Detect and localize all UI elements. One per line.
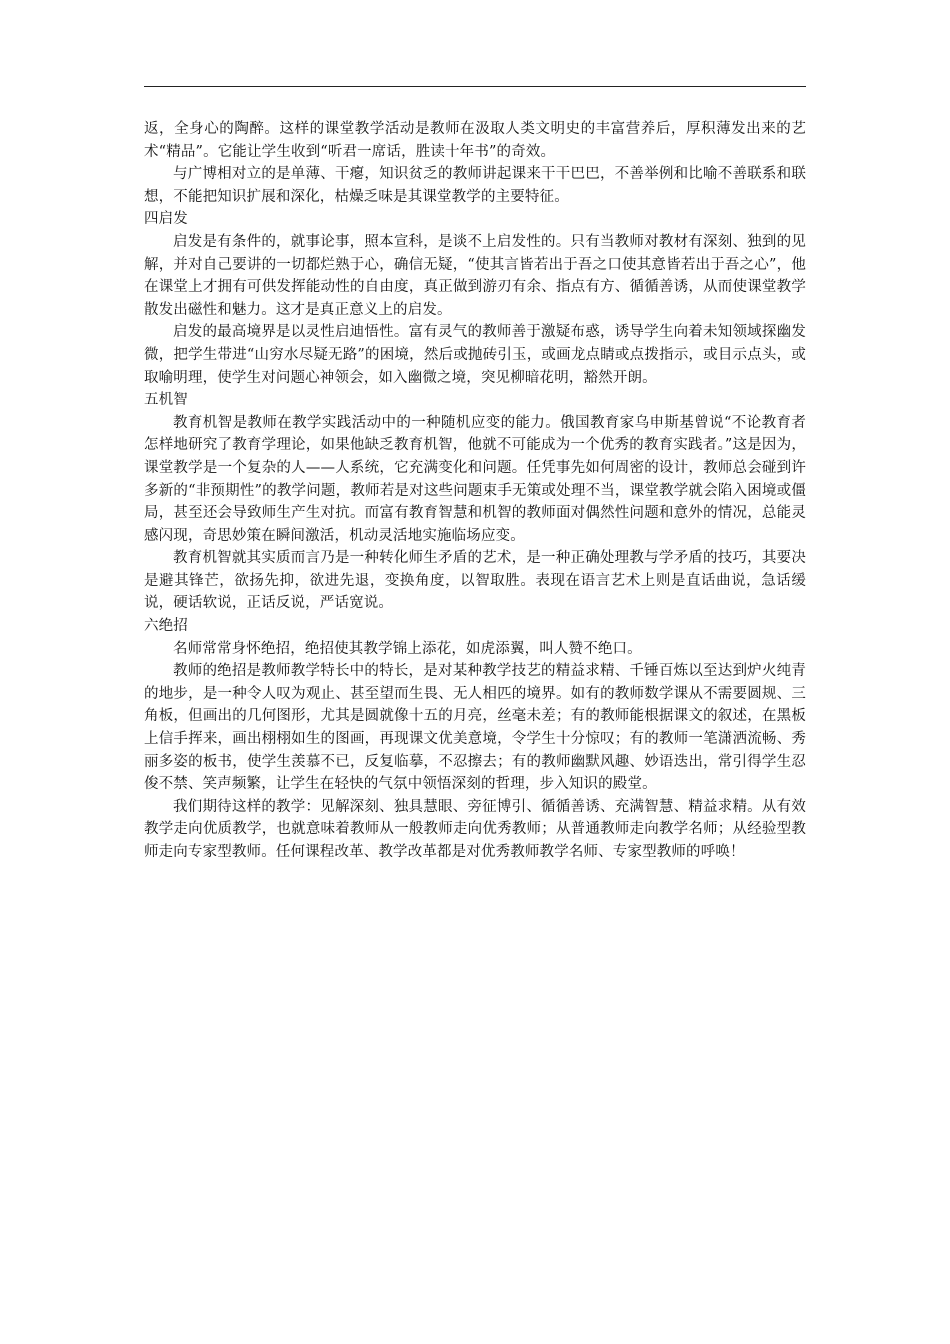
- paragraph-8: 教师的绝招是教师教学特长中的特长，是对某种教学技艺的精益求精、千锤百炼以至达到炉火纯青的地步，是一种令人叹为观止、甚至望而生畏、无人相匹的境界。如有的教师数学课从不需要圆规、三角板，但画出的几何图形，尤其是圆就像十五的月亮，丝毫未差；有的教师能根据课文的叙述，在黑板上信手挥来，画出栩栩如生的图画，再现课文优美意境，令学生十分惊叹；有的教师一笔潇洒流畅、秀丽多姿的板书，使学生羡慕不已，反复临摹，不忍擦去；有的教师幽默风趣、妙语迭出，常引得学生忍俊不禁、笑声频繁，让学生在轻快的气氛中领悟深刻的哲理，步入知识的殿堂。: [144, 663, 806, 793]
- paragraph-1: 返，全身心的陶醉。这样的课堂教学活动是教师在汲取人类文明史的丰富营养后，厚积薄发出来的艺术“精品”。它能让学生收到“听君一席话，胜读十年书”的奇效。: [144, 121, 806, 160]
- section-heading-juezhao: 六绝招: [144, 618, 188, 635]
- paragraph-7: 名师常常身怀绝招，绝招使其教学锦上添花，如虎添翼，叫人赞不绝口。: [173, 640, 642, 657]
- section-heading-qifa: 四启发: [144, 211, 188, 228]
- paragraph-3: 启发是有条件的，就事论事，照本宣科，是谈不上启发性的。只有当教师对教材有深刻、独到的见解，并对自己要讲的一切都烂熟于心，确信无疑，“使其言皆若出于吾之口使其意皆若出于吾之心”，他在课堂上才拥有可供发挥能动性的自由度，真正做到游刃有余、指点有方、循循善诱，从而使课堂教学散发出磁性和魅力。这才是真正意义上的启发。: [144, 233, 806, 318]
- section-heading-jizhi: 五机智: [144, 392, 188, 409]
- paragraph-9: 我们期待这样的教学：见解深刻、独具慧眼、旁征博引、循循善诱、充满智慧、精益求精。从有效教学走向优质教学，也就意味着教师从一般教师走向优秀教师；从普通教师走向教学名师；从经验型教师走向专家型教师。任何课程改革、教学改革都是对优秀教师教学名师、专家型教师的呼唤！: [144, 798, 806, 860]
- header-rule: [144, 86, 806, 87]
- paragraph-2: 与广博相对立的是单薄、干瘪，知识贫乏的教师讲起课来干干巴巴，不善举例和比喻不善联系和联想，不能把知识扩展和深化，枯燥乏味是其课堂教学的主要特征。: [144, 166, 806, 205]
- document-body: [144, 118, 806, 864]
- paragraph-4: 启发的最高境界是以灵性启迪悟性。富有灵气的教师善于激疑布惑，诱导学生向着未知领域探幽发微，把学生带进“山穷水尽疑无路”的困境，然后或抛砖引玉，或画龙点睛或点拨指示，或目示点头，或取喻明理，使学生对问题心神领会，如入幽微之境，突见柳暗花明，豁然开朗。: [144, 324, 806, 386]
- paragraph-6: 教育机智就其实质而言乃是一种转化师生矛盾的艺术，是一种正确处理教与学矛盾的技巧，其要决是避其锋芒，欲扬先抑，欲进先退，变换角度，以智取胜。表现在语言艺术上则是直话曲说，急话缓说，硬话软说，正话反说，严话宽说。: [144, 550, 806, 612]
- paragraph-5: 教育机智是教师在教学实践活动中的一种随机应变的能力。俄国教育家乌申斯基曾说“不论教育者怎样地研究了教育学理论，如果他缺乏教育机智，他就不可能成为一个优秀的教育实践者。”这是因为，课堂教学是一个复杂的人——人系统，它充满变化和问题。任凭事先如何周密的设计，教师总会碰到许多新的“非预期性”的教学问题，教师若是对这些问题束手无策或处理不当，课堂教学就会陷入困境或僵局，甚至还会导致师生产生对抗。而富有教育智慧和机智的教师面对偶然性问题和意外的情况，总能灵感闪现，奇思妙策在瞬间激活，机动灵活地实施临场应变。: [144, 414, 806, 544]
